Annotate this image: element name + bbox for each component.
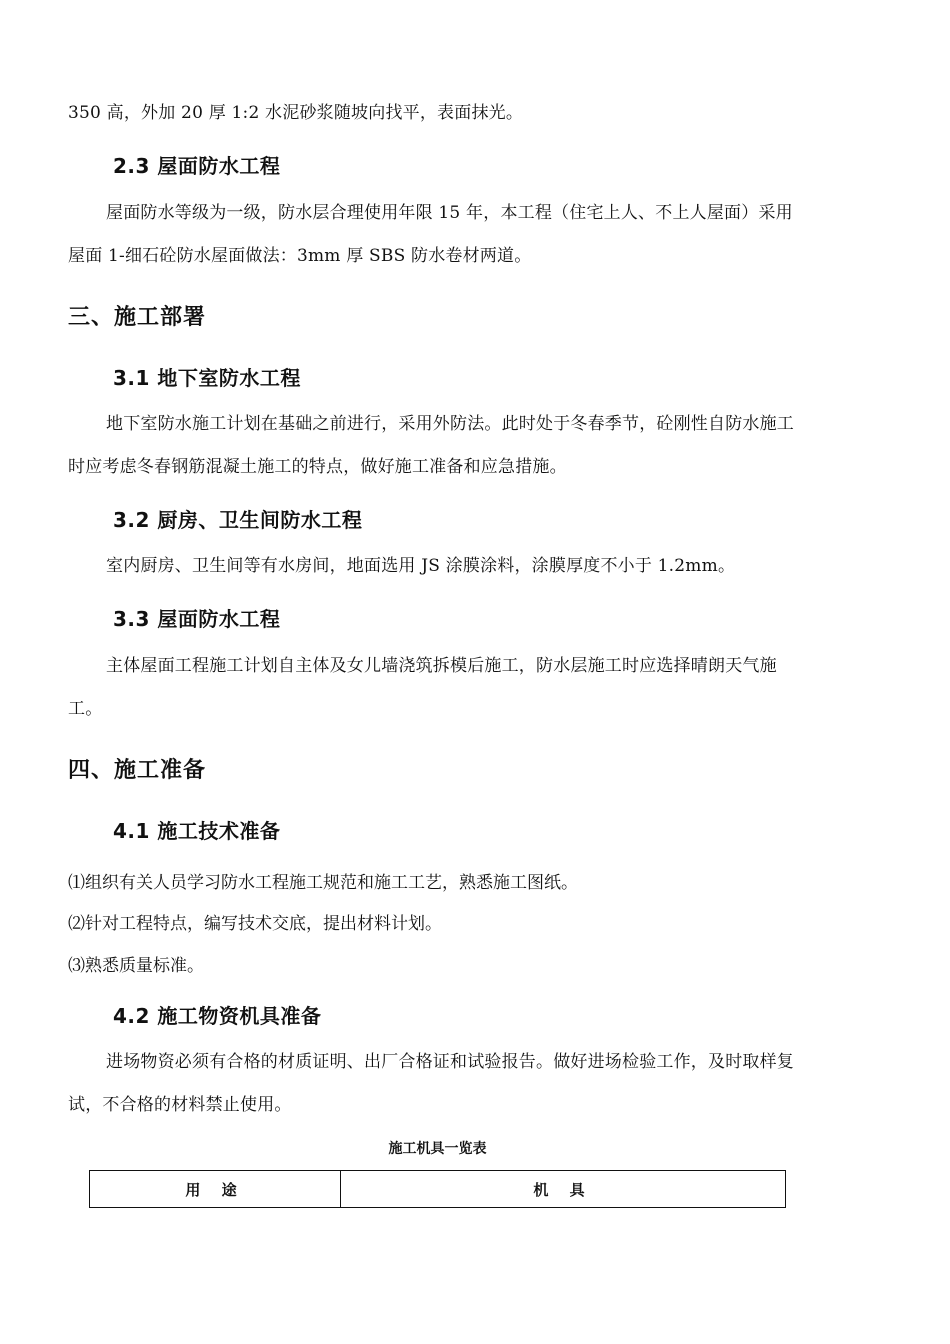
list-item: ⑶熟悉质量标准。 [68,956,204,976]
heading-section-4: 四、施工准备 [68,758,207,783]
heading-section-3: 三、施工部署 [68,305,207,330]
paragraph-4-2: 进场物资必须有合格的材质证明、出厂合格证和试验报告。做好进场检验工作，及时取样复试，不合格的材料禁止使用。 [68,1052,794,1115]
tools-table [89,1170,786,1208]
table-header-row [90,1171,786,1208]
column-header-purpose: 用 途 [90,1171,341,1208]
paragraph-2-3: 屋面防水等级为一级，防水层合理使用年限 15 年，本工程（住宅上人、不上人屋面）采用屋面 1-细石砼防水屋面做法：3mm 厚 SBS 防水卷材两道。 [68,203,793,266]
heading-3-2: 3.2 厨房、卫生间防水工程 [113,508,363,532]
heading-3-3: 3.3 屋面防水工程 [113,607,281,631]
paragraph-3-1: 地下室防水施工计划在基础之前进行，采用外防法。此时处于冬春季节，砼刚性自防水施工时应考虑冬春钢筋混凝土施工的特点，做好施工准备和应急措施。 [68,414,794,477]
list-item: ⑴组织有关人员学习防水工程施工规范和施工工艺，熟悉施工图纸。 [68,873,578,893]
heading-3-1: 3.1 地下室防水工程 [113,366,301,390]
paragraph-roof-leveling: 350 高，外加 20 厚 1:2 水泥砂浆随坡向找平，表面抹光。 [68,103,524,123]
column-header-tools: 机 具 [341,1171,786,1208]
heading-4-1: 4.1 施工技术准备 [113,819,281,843]
paragraph-3-2: 室内厨房、卫生间等有水房间，地面选用 JS 涂膜涂料，涂膜厚度不小于 1.2mm。 [106,556,736,576]
heading-2-3: 2.3 屋面防水工程 [113,154,281,178]
table-caption: 施工机具一览表 [388,1141,487,1157]
list-item: ⑵针对工程特点，编写技术交底，提出材料计划。 [68,914,442,934]
paragraph-3-3: 主体屋面工程施工计划自主体及女儿墙浇筑拆模后施工，防水层施工时应选择晴朗天气施工。 [68,656,777,719]
heading-4-2: 4.2 施工物资机具准备 [113,1004,322,1028]
